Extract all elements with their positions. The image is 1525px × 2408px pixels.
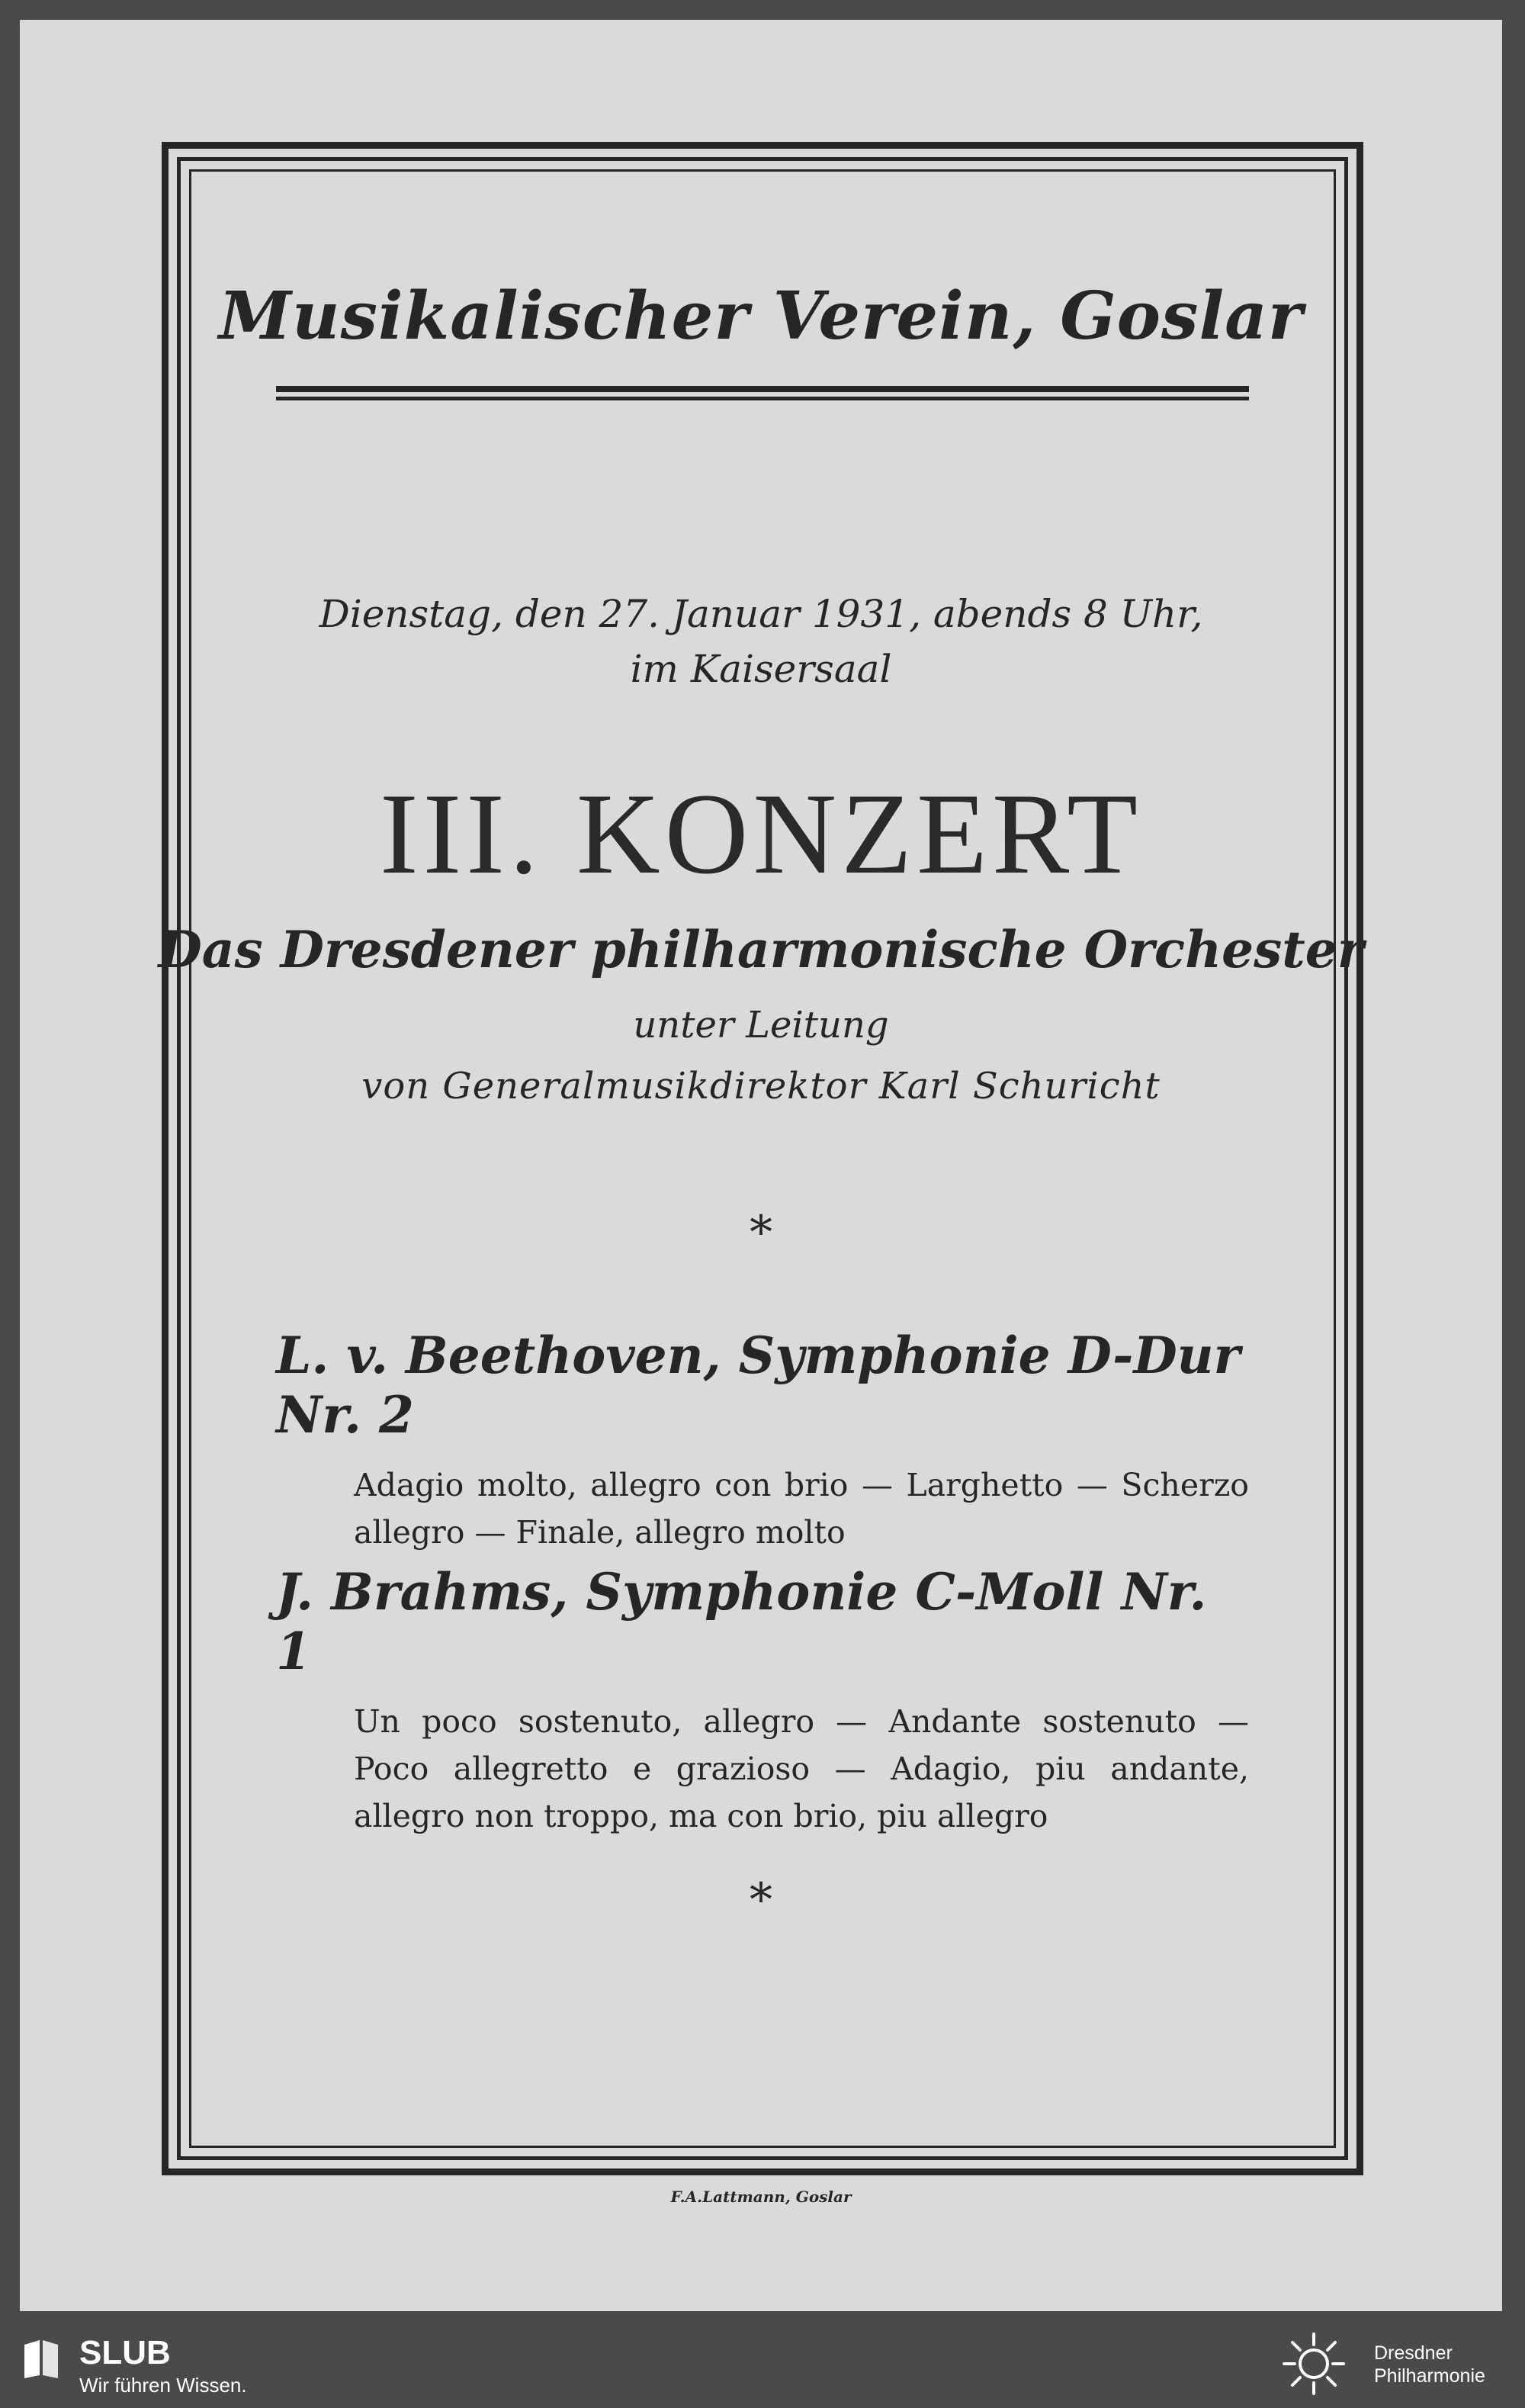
work-title: J. Brahms, Symphonie C-Moll Nr. 1 <box>276 1562 1207 1681</box>
heading-rule-thick <box>276 386 1249 392</box>
work-movements: Adagio molto, allegro con brio — Larghetto — Scherzo allegro — Finale, allegro molto <box>354 1467 1249 1551</box>
program-item <box>276 1562 1249 1840</box>
slub-tagline: Wir führen Wissen. <box>79 2374 247 2397</box>
concert-venue: im Kaisersaal <box>630 647 892 691</box>
society-heading: Musikalischer Verein, Goslar <box>218 278 1304 355</box>
concert-date: Dienstag, den 27. Januar 1931, abends 8 Uhr, <box>319 592 1203 636</box>
heading-rule-thin <box>276 397 1249 400</box>
concert-title: III. KONZERT <box>380 770 1142 898</box>
inner-border <box>189 169 1336 2148</box>
orchestra-name: Das Dresdener philharmonische Orchester <box>158 920 1364 979</box>
book-icon <box>21 2337 61 2380</box>
separator-asterisk: * <box>750 1206 772 1259</box>
philharmonie-line-1: Dresdner <box>1374 2342 1453 2364</box>
conductor-line: von Generalmusikdirektor Karl Schuricht <box>361 1065 1161 1108</box>
program-sheet <box>20 20 1502 2311</box>
work-movements: Un poco sostenuto, allegro — Andante sostenuto — Poco allegretto e grazioso — Adagio, piu andante, allegro non troppo, ma con brio, piu allegro <box>354 1703 1249 1834</box>
printer-credit: F.A.Lattmann, Goslar <box>670 2188 852 2206</box>
work-title: L. v. Beethoven, Symphonie D-Dur Nr. 2 <box>276 1326 1241 1445</box>
philharmonie-logo-text[interactable] <box>1374 2342 1485 2387</box>
under-direction: unter Leitung <box>633 1004 889 1046</box>
footer-bar <box>0 2311 1525 2408</box>
sunburst-logo-icon <box>1281 2331 1347 2397</box>
separator-asterisk: * <box>750 1873 772 1927</box>
philharmonie-line-2: Philharmonie <box>1374 2365 1485 2387</box>
program-item <box>276 1326 1249 1556</box>
slub-logo-text[interactable]: SLUB <box>79 2334 171 2371</box>
